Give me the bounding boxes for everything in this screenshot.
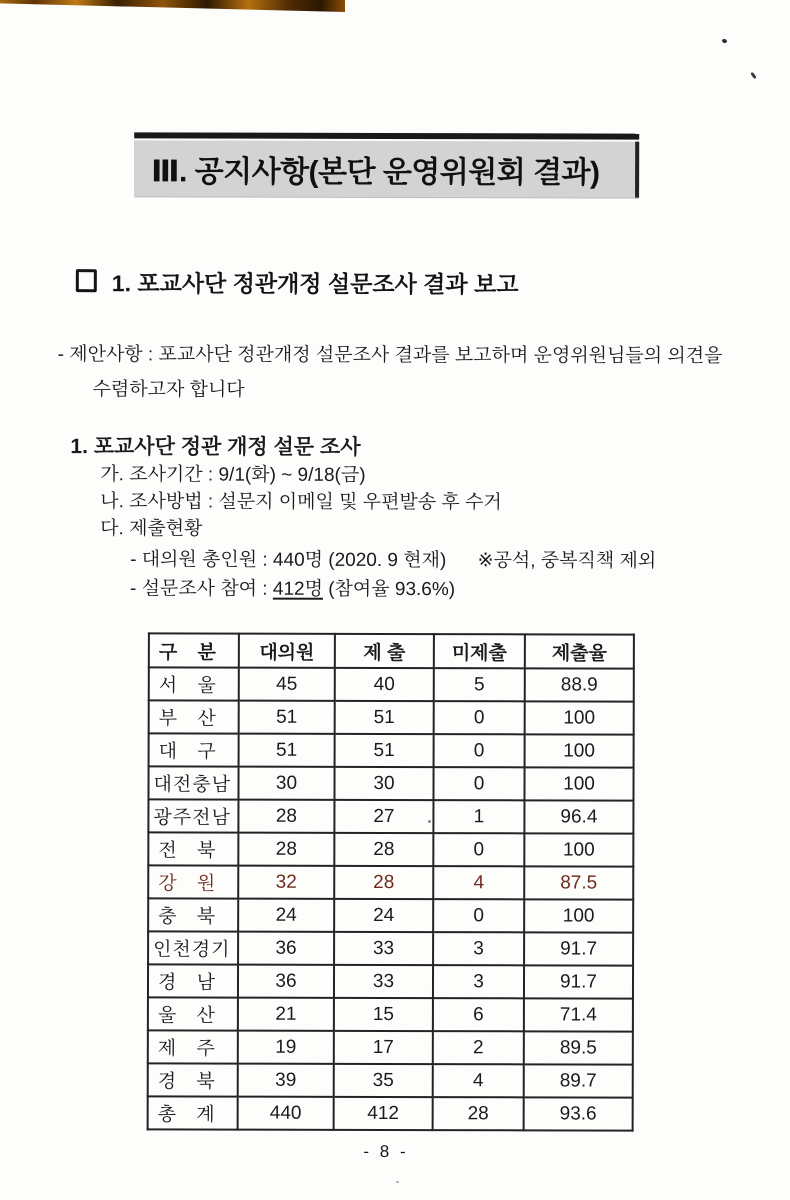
value-cell: 39	[238, 1064, 334, 1097]
value-cell: 51	[335, 734, 434, 767]
value-cell: 71.4	[524, 998, 633, 1031]
region-cell	[148, 964, 238, 997]
value-cell: 28	[334, 833, 433, 866]
value-cell: 28	[334, 866, 433, 899]
proposal-line-1: - 제안사항 : 포교사단 정관개정 설문조사 결과를 보고하며 운영위원님들의 의견을	[57, 344, 723, 367]
region-name-part: 경	[157, 972, 177, 994]
participation-prefix: - 설문조사 참여 :	[130, 578, 273, 600]
participation-count: 412명	[272, 578, 323, 600]
region-name-part: 대	[158, 741, 177, 763]
value-cell: 24	[238, 899, 334, 932]
region-name-part: 산	[197, 708, 216, 730]
page-number: - 8 -	[363, 1141, 409, 1162]
value-cell: 36	[238, 965, 334, 998]
value-cell: 30	[238, 767, 334, 800]
table-row	[148, 832, 633, 866]
submission-table	[147, 632, 635, 1131]
value-cell: 93.6	[524, 1097, 633, 1130]
region-cell	[148, 865, 238, 898]
value-cell: 51	[239, 734, 335, 767]
table-row	[148, 799, 633, 833]
value-cell: 1	[433, 800, 524, 833]
value-cell: 91.7	[524, 965, 633, 998]
value-cell: 0	[434, 701, 525, 734]
header-region-part: 분	[197, 641, 216, 664]
region-cell	[149, 700, 239, 733]
table-row	[148, 997, 633, 1031]
value-cell: 21	[238, 998, 334, 1031]
table-row	[149, 700, 634, 734]
value-cell: 96.4	[524, 800, 633, 833]
region-cell	[149, 667, 239, 700]
region-name-part: 충	[158, 906, 177, 928]
total-members-text: - 대의원 총인원 : 440명 (2020. 9 현재)	[130, 549, 447, 572]
value-cell: 0	[434, 734, 525, 767]
value-cell: 33	[334, 932, 433, 965]
value-cell: 28	[238, 800, 334, 833]
value-cell: 28	[238, 833, 334, 866]
region-cell	[148, 1030, 238, 1063]
value-cell: 100	[524, 899, 633, 932]
header-delegates: 대의원	[239, 634, 335, 668]
region-cell	[148, 1096, 238, 1129]
value-cell: 87.5	[524, 866, 633, 899]
region-name-part: 북	[196, 840, 216, 862]
region-cell	[148, 1063, 238, 1096]
header-rate: 제출율	[525, 634, 634, 668]
proposal-line-2: 수렴하고자 합니다	[92, 379, 245, 401]
region-name-part: 북	[196, 906, 216, 928]
header-region-part: 구	[158, 641, 178, 663]
value-cell: 32	[238, 866, 334, 899]
table-row	[148, 1096, 633, 1130]
value-cell: 100	[524, 833, 633, 866]
value-cell: 27	[334, 800, 433, 833]
survey-item-status: 다. 제출현황	[100, 518, 203, 540]
value-cell: 0	[433, 899, 524, 932]
value-cell: 3	[433, 932, 524, 965]
header-submitted: 제 출	[335, 634, 434, 668]
region-cell	[149, 733, 239, 766]
value-cell: 89.5	[524, 1031, 633, 1064]
region-name-part: 광주전남	[153, 807, 231, 829]
region-name-part: 서	[158, 675, 178, 697]
region-name-part: 강	[158, 873, 177, 895]
value-cell: 19	[238, 1031, 334, 1064]
region-name-part: 울	[197, 675, 216, 697]
value-cell: 36	[238, 932, 334, 965]
value-cell: 88.9	[525, 668, 634, 701]
value-cell: 91.7	[524, 932, 633, 965]
region-cell	[148, 766, 238, 799]
value-cell: 5	[434, 668, 525, 701]
value-cell: 100	[524, 767, 633, 800]
banner-top-rule	[134, 132, 639, 139]
value-cell: 0	[433, 767, 524, 800]
region-name-part: 구	[197, 741, 216, 763]
value-cell: 6	[433, 998, 524, 1031]
table-row	[148, 931, 633, 965]
section-banner	[134, 132, 639, 197]
table-row	[148, 1030, 633, 1064]
region-name-part: 제	[157, 1038, 177, 1060]
region-name-part: 울	[157, 1005, 177, 1027]
value-cell: 35	[334, 1064, 433, 1097]
total-members-note: ※공석, 중복직책 제외	[477, 550, 657, 572]
table-row	[149, 667, 634, 701]
table-row	[148, 1063, 633, 1097]
value-cell: 17	[334, 1031, 433, 1064]
participation-line	[130, 573, 455, 601]
value-cell: 51	[239, 701, 335, 734]
value-cell: 412	[334, 1097, 433, 1130]
value-cell: 89.7	[524, 1064, 633, 1097]
report-heading-text: 1. 포교사단 정관개정 설문조사 결과 보고	[111, 270, 519, 298]
value-cell: 2	[433, 1031, 524, 1064]
header-not-submitted: 미제출	[434, 634, 525, 668]
value-cell: 100	[525, 734, 634, 767]
table-row	[148, 898, 633, 932]
value-cell: 30	[334, 767, 433, 800]
table-body	[148, 667, 634, 1130]
value-cell: 440	[238, 1097, 334, 1130]
participation-rate: (참여율 93.6%)	[322, 578, 456, 601]
table-row	[148, 964, 633, 998]
value-cell: 45	[239, 668, 335, 701]
region-name-part: 총	[157, 1104, 177, 1126]
region-name-part: 남	[196, 972, 216, 994]
value-cell: 4	[433, 866, 524, 899]
value-cell: 33	[334, 965, 433, 998]
region-cell	[148, 832, 238, 865]
region-name-part: 산	[196, 1005, 215, 1027]
survey-item-list	[100, 461, 502, 543]
region-name-part: 경	[157, 1071, 177, 1093]
table-row	[148, 766, 633, 800]
value-cell: 40	[335, 668, 434, 701]
region-name-part: 계	[196, 1104, 215, 1126]
header-region	[149, 633, 239, 667]
region-name-part: 전	[158, 840, 177, 862]
region-cell	[148, 931, 238, 964]
region-cell	[148, 997, 238, 1030]
region-cell	[148, 799, 238, 832]
value-cell: 0	[433, 833, 524, 866]
table-row	[148, 865, 633, 899]
table-header-row	[149, 633, 634, 668]
value-cell: 100	[525, 701, 634, 734]
total-members-line	[130, 544, 656, 572]
region-name-part: 부	[158, 708, 178, 730]
region-name-part: 주	[196, 1038, 215, 1060]
region-name-part: 인천경기	[153, 939, 231, 961]
region-name-part: 대전충남	[153, 774, 231, 796]
value-cell: 28	[433, 1097, 524, 1130]
region-cell	[148, 898, 238, 931]
region-name-part: 원	[196, 873, 216, 895]
square-bullet-icon	[76, 269, 97, 292]
value-cell: 3	[433, 965, 524, 998]
value-cell: 15	[334, 998, 433, 1031]
survey-heading: 1. 포교사단 정관 개정 설문 조사	[70, 435, 361, 459]
value-cell: 4	[433, 1064, 524, 1097]
table-row	[149, 733, 634, 767]
value-cell: 24	[334, 899, 433, 932]
banner-title: Ⅲ. 공지사항(본단 운영위원회 결과)	[134, 140, 639, 197]
report-heading	[76, 265, 519, 299]
survey-item-period: 가. 조사기간 : 9/1(화) ~ 9/18(금)	[100, 464, 366, 486]
region-name-part: 북	[196, 1071, 215, 1093]
survey-item-method: 나. 조사방법 : 설문지 이메일 및 우편발송 후 수거	[100, 491, 502, 514]
value-cell: 51	[335, 701, 434, 734]
